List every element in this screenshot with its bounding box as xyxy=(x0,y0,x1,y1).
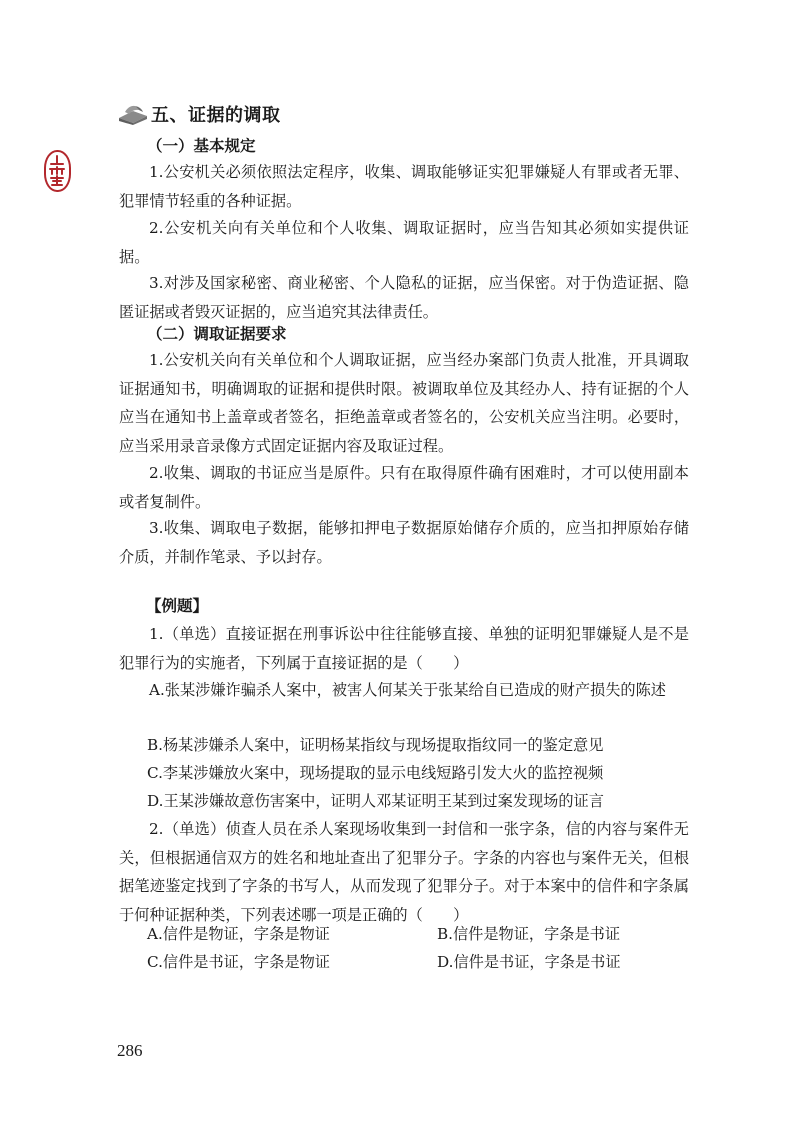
paragraph: 2.收集、调取的书证应当是原件。只有在取得原件确有困难时，才可以使用副本或者复制件。 xyxy=(119,464,689,511)
question-stem: 1.（单选）直接证据在刑事诉讼中往往能够直接、单独的证明犯罪嫌疑人是不是犯罪行为的实施者，下列属于直接证据的是（ ） xyxy=(119,625,689,672)
examples-heading: 【例题】 xyxy=(146,597,209,615)
subsection-heading-requirements: （二）调取证据要求 xyxy=(147,325,287,343)
page-number: 286 xyxy=(117,1041,143,1060)
paragraph: 1.公安机关向有关单位和个人调取证据，应当经办案部门负责人批准，开具调取证据通知书，明确调取的证据和提供时限。被调取单位及其经办人、持有证据的个人应当在通知书上盖章或者签名，拒绝盖章或者签名的，公安机关应当注明。必要时，应当采用录音录像方式固定证据内容及取证过程。 xyxy=(119,351,689,455)
question-option: C.信件是书证，字条是物证 xyxy=(147,953,330,971)
question-option: C.李某涉嫌放火案中，现场提取的显示电线短路引发大火的监控视频 xyxy=(147,764,604,782)
paragraph: 2.公安机关向有关单位和个人收集、调取证据时，应当告知其必须如实提供证据。 xyxy=(119,219,689,266)
section-title-text: 五、证据的调取 xyxy=(151,105,281,126)
question-option: A.信件是物证，字条是物证 xyxy=(147,925,330,943)
question-option: A.张某涉嫌诈骗杀人案中，被害人何某关于张某给自已造成的财产损失的陈述 xyxy=(149,681,666,699)
section-title xyxy=(117,100,281,128)
question-stem: 2.（单选）侦查人员在杀人案现场收集到一封信和一张字条，信的内容与案件无关，但根据通信双方的姓名和地址查出了犯罪分子。字条的内容也与案件无关，但根据笔迹鉴定找到了字条的书写人，从而发现了犯罪分子。对于本案中的信件和字条属于何种证据种类，下列表述哪一项是正确的（ ） xyxy=(119,820,689,924)
question-option: B.信件是物证，字条是书证 xyxy=(437,925,621,943)
book-stack-icon xyxy=(117,103,149,125)
seal-stamp-icon xyxy=(44,150,71,192)
question-option: B.杨某涉嫌杀人案中，证明杨某指纹与现场提取指纹同一的鉴定意见 xyxy=(147,736,604,754)
paragraph: 3.对涉及国家秘密、商业秘密、个人隐私的证据，应当保密。对于伪造证据、隐匿证据或者毁灭证据的，应当追究其法律责任。 xyxy=(119,274,689,321)
question-option: D.王某涉嫌故意伤害案中，证明人邓某证明王某到过案发现场的证言 xyxy=(147,792,604,810)
paragraph: 3.收集、调取电子数据，能够扣押电子数据原始储存介质的，应当扣押原始存储介质，并制作笔录、予以封存。 xyxy=(119,519,689,566)
paragraph: 1.公安机关必须依照法定程序，收集、调取能够证实犯罪嫌疑人有罪或者无罪、犯罪情节轻重的各种证据。 xyxy=(119,163,689,210)
question-option: D.信件是书证，字条是书证 xyxy=(437,953,621,971)
subsection-heading-basic: （一）基本规定 xyxy=(147,137,256,155)
